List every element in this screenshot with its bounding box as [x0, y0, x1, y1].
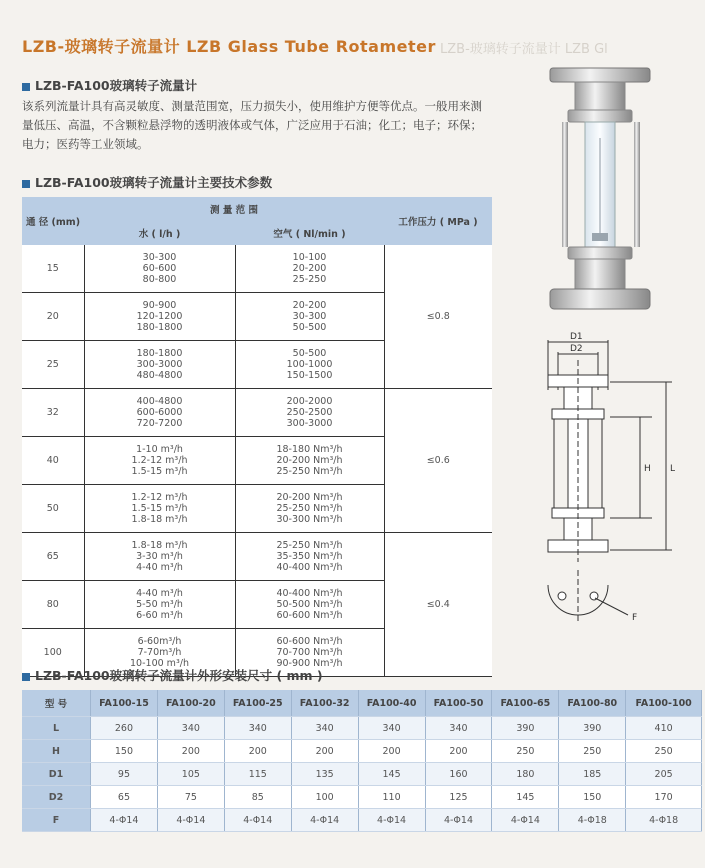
dims-cell: 4-Φ14 — [91, 809, 158, 832]
dims-cell: 75 — [157, 786, 224, 809]
dims-header-model: 型 号 — [22, 690, 91, 717]
dims-header-fa100-20: FA100-20 — [157, 690, 224, 717]
spec-cell-air: 60-600 Nm³/h 70-700 Nm³/h 90-900 Nm³/h — [235, 629, 384, 677]
spec-cell-pressure: ≤0.4 — [384, 533, 492, 677]
guard-rod — [634, 122, 640, 247]
dims-cell: 200 — [157, 740, 224, 763]
dims-header-fa100-40: FA100-40 — [358, 690, 425, 717]
dims-cell: 125 — [425, 786, 492, 809]
dims-cell: 4-Φ14 — [358, 809, 425, 832]
intro-text: 该系列流量计具有高灵敏度、测量范围宽，压力损失小，使用维护方便等优点。一般用来测量低压、高温，不含颗粒悬浮物的透明液体或气体，广泛应用于石油；化工；电子；环保；电力；医药等工业领域。 — [22, 99, 482, 151]
dims-cell: 4-Φ18 — [626, 809, 702, 832]
spec-cell-diameter: 25 — [22, 341, 84, 389]
bullet-square-icon — [22, 83, 30, 91]
spec-header-air: 空气 ( Nl/min ) — [235, 221, 384, 245]
spec-cell-diameter: 50 — [22, 485, 84, 533]
spec-heading-text: LZB-FA100玻璃转子流量计主要技术参数 — [35, 175, 273, 190]
dims-cell: 95 — [91, 763, 158, 786]
label-h: H — [644, 464, 651, 474]
dims-cell: 205 — [626, 763, 702, 786]
dims-cell: 160 — [425, 763, 492, 786]
bottom-collar — [575, 259, 625, 289]
spec-cell-water: 1.8-18 m³/h 3-30 m³/h 4-40 m³/h — [84, 533, 235, 581]
spec-cell-water: 90-900 120-1200 180-1800 — [84, 293, 235, 341]
spec-cell-diameter: 40 — [22, 437, 84, 485]
dims-cell: 340 — [157, 717, 224, 740]
dims-cell: 4-Φ14 — [425, 809, 492, 832]
spec-cell-air: 10-100 20-200 25-250 — [235, 245, 384, 293]
spec-cell-water: 4-40 m³/h 5-50 m³/h 6-60 m³/h — [84, 581, 235, 629]
dims-row-label: D1 — [22, 763, 91, 786]
dims-cell: 150 — [91, 740, 158, 763]
spec-cell-diameter: 15 — [22, 245, 84, 293]
dims-cell: 110 — [358, 786, 425, 809]
spec-row — [22, 389, 492, 437]
dims-header-fa100-32: FA100-32 — [291, 690, 358, 717]
dims-cell: 390 — [559, 717, 626, 740]
spec-cell-water: 6-60m³/h 7-70m³/h 10-100 m³/h — [84, 629, 235, 677]
dims-row-label: L — [22, 717, 91, 740]
dims-row-h — [22, 740, 702, 763]
dims-row-label: D2 — [22, 786, 91, 809]
dims-cell: 340 — [358, 717, 425, 740]
spec-cell-diameter: 65 — [22, 533, 84, 581]
top-flange — [550, 68, 650, 82]
spec-cell-diameter: 80 — [22, 581, 84, 629]
dims-row-label: F — [22, 809, 91, 832]
dims-cell: 200 — [224, 740, 291, 763]
dims-cell: 65 — [91, 786, 158, 809]
dims-cell: 4-Φ14 — [291, 809, 358, 832]
intro-heading-text: LZB-FA100玻璃转子流量计 — [35, 78, 198, 93]
top-collar — [575, 82, 625, 110]
spec-header-range: 测 量 范 围 — [84, 197, 384, 221]
dims-header-fa100-15: FA100-15 — [91, 690, 158, 717]
spec-cell-water: 30-300 60-600 80-800 — [84, 245, 235, 293]
dims-cell: 100 — [291, 786, 358, 809]
bottom-flange — [550, 289, 650, 309]
label-d2: D2 — [570, 344, 583, 354]
label-d1: D1 — [570, 332, 583, 342]
spec-cell-water: 180-1800 300-3000 480-4800 — [84, 341, 235, 389]
dims-cell: 170 — [626, 786, 702, 809]
page-title: LZB-玻璃转子流量计 LZB Glass Tube Rotameter — [22, 37, 436, 56]
spec-cell-diameter: 32 — [22, 389, 84, 437]
dims-heading — [22, 666, 323, 684]
spec-header-pressure: 工作压力 ( MPa ) — [384, 197, 492, 245]
dims-cell: 115 — [224, 763, 291, 786]
dims-cell: 200 — [291, 740, 358, 763]
spec-table — [22, 197, 492, 677]
spec-cell-water: 1-10 m³/h 1.2-12 m³/h 1.5-15 m³/h — [84, 437, 235, 485]
dims-cell: 185 — [559, 763, 626, 786]
intro-heading — [22, 76, 197, 94]
dims-cell: 340 — [224, 717, 291, 740]
dims-row-l — [22, 717, 702, 740]
dims-cell: 200 — [358, 740, 425, 763]
spec-header-water: 水 ( l/h ) — [84, 221, 235, 245]
dimension-drawing — [540, 330, 700, 630]
spec-cell-air: 200-2000 250-2500 300-3000 — [235, 389, 384, 437]
dims-header-fa100-80: FA100-80 — [559, 690, 626, 717]
bullet-square-icon — [22, 673, 30, 681]
dims-cell: 4-Φ18 — [559, 809, 626, 832]
dims-cell: 135 — [291, 763, 358, 786]
dims-cell: 410 — [626, 717, 702, 740]
spec-cell-air: 20-200 30-300 50-500 — [235, 293, 384, 341]
spec-cell-pressure: ≤0.6 — [384, 389, 492, 533]
dims-cell: 85 — [224, 786, 291, 809]
label-f: F — [632, 613, 638, 623]
dims-header-fa100-100: FA100-100 — [626, 690, 702, 717]
spec-cell-air: 50-500 100-1000 150-1500 — [235, 341, 384, 389]
spec-cell-air: 40-400 Nm³/h 50-500 Nm³/h 60-600 Nm³/h — [235, 581, 384, 629]
dims-row-d2 — [22, 786, 702, 809]
bullet-square-icon — [22, 180, 30, 188]
dims-cell: 250 — [559, 740, 626, 763]
spec-cell-diameter: 100 — [22, 629, 84, 677]
dims-cell: 250 — [492, 740, 559, 763]
dims-header-fa100-25: FA100-25 — [224, 690, 291, 717]
float — [592, 233, 608, 241]
dims-cell: 4-Φ14 — [492, 809, 559, 832]
spec-cell-diameter: 20 — [22, 293, 84, 341]
dims-cell: 145 — [358, 763, 425, 786]
dims-cell: 4-Φ14 — [157, 809, 224, 832]
dims-row-label: H — [22, 740, 91, 763]
dims-table — [22, 690, 702, 832]
dims-cell: 340 — [425, 717, 492, 740]
dims-cell: 4-Φ14 — [224, 809, 291, 832]
dims-cell: 200 — [425, 740, 492, 763]
dims-cell: 260 — [91, 717, 158, 740]
bleed-through-text: LZB-玻璃转子流量计 LZB Gl — [440, 42, 608, 57]
spec-row — [22, 245, 492, 293]
label-l: L — [670, 464, 676, 474]
spec-cell-air: 25-250 Nm³/h 35-350 Nm³/h 40-400 Nm³/h — [235, 533, 384, 581]
dims-cell: 250 — [626, 740, 702, 763]
dims-cell: 105 — [157, 763, 224, 786]
dims-header-fa100-50: FA100-50 — [425, 690, 492, 717]
dims-cell: 340 — [291, 717, 358, 740]
dims-heading-text: LZB-FA100玻璃转子流量计外形安装尺寸 ( mm ) — [35, 668, 323, 683]
dims-row-f — [22, 809, 702, 832]
dims-cell: 145 — [492, 786, 559, 809]
dims-cell: 180 — [492, 763, 559, 786]
spec-cell-air: 18-180 Nm³/h 20-200 Nm³/h 25-250 Nm³/h — [235, 437, 384, 485]
spec-heading — [22, 173, 272, 191]
dims-cell: 390 — [492, 717, 559, 740]
spec-cell-pressure: ≤0.8 — [384, 245, 492, 389]
f-leader-line — [595, 598, 628, 615]
spec-row — [22, 533, 492, 581]
spec-cell-air: 20-200 Nm³/h 25-250 Nm³/h 30-300 Nm³/h — [235, 485, 384, 533]
spec-cell-water: 400-4800 600-6000 720-7200 — [84, 389, 235, 437]
spec-cell-water: 1.2-12 m³/h 1.5-15 m³/h 1.8-18 m³/h — [84, 485, 235, 533]
dims-row-d1 — [22, 763, 702, 786]
dims-cell: 150 — [559, 786, 626, 809]
guard-rod — [562, 122, 568, 247]
spec-header-diameter: 通 径 (mm) — [22, 197, 84, 245]
rotameter-photo — [540, 58, 665, 320]
dims-header-fa100-65: FA100-65 — [492, 690, 559, 717]
